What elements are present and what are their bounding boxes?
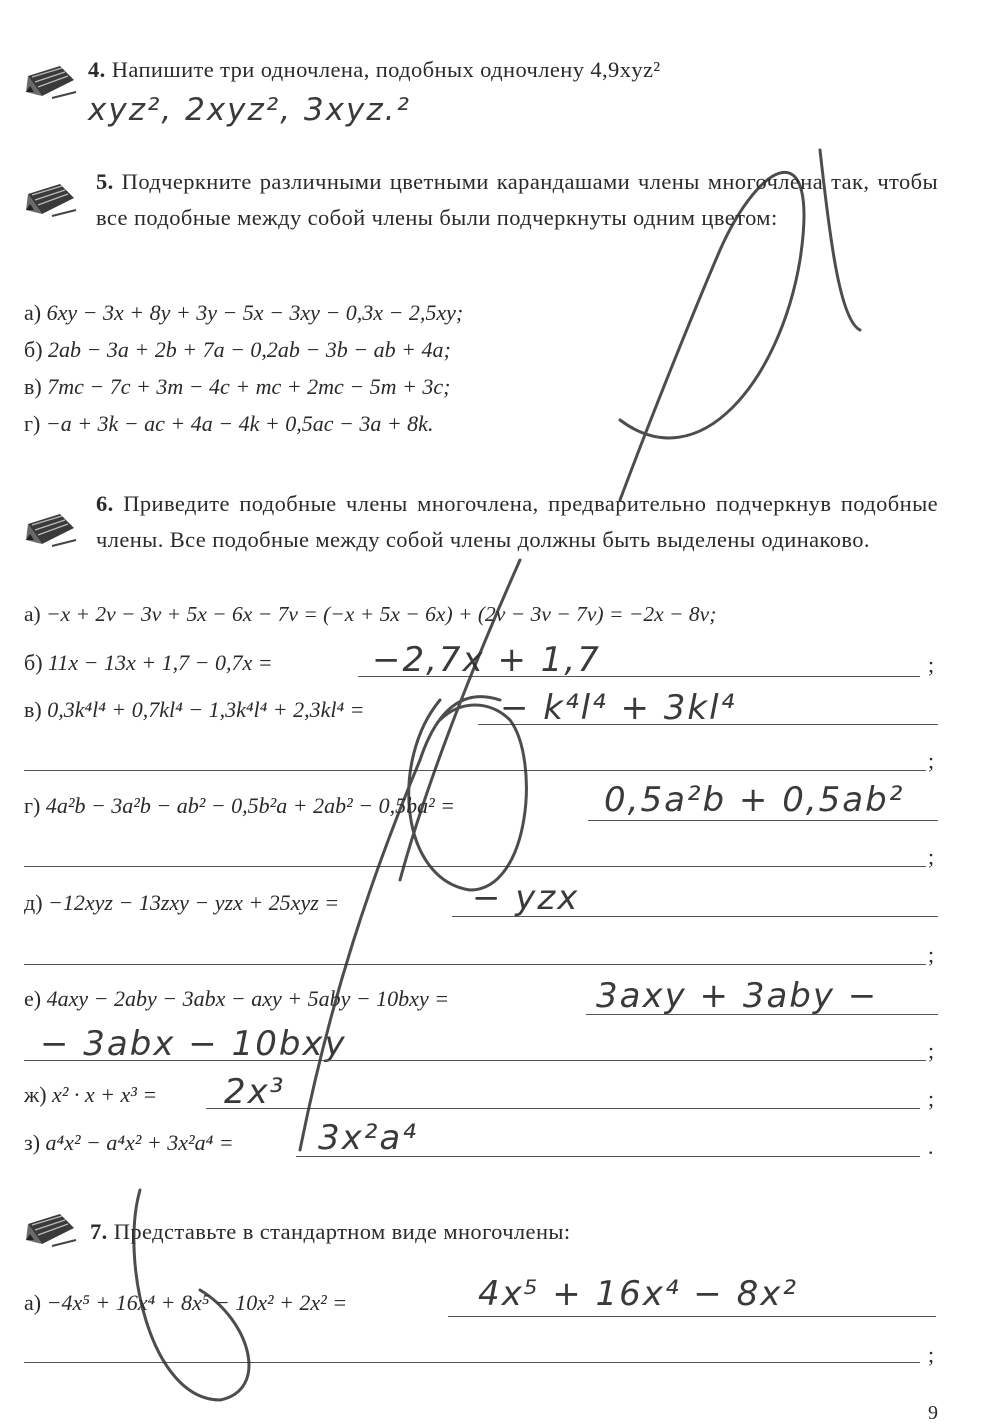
task5-item-b xyxy=(24,337,451,363)
task6-statement: Приведите подобные члены многочлена, предварительно подчеркнув подобные члены. Все подобные между собой члены должны быть выделены одинаково. xyxy=(96,491,939,552)
item-expression: −12xyz − 13zxy − yzx + 25xyz = xyxy=(48,890,340,915)
task4-statement: Напишите три одночлена, подобных одночлену 4,9xyz² xyxy=(111,57,661,82)
task6-item-g xyxy=(24,1082,157,1108)
task5-item-a xyxy=(24,300,463,326)
task6-item-f xyxy=(24,986,449,1012)
task6-item-e xyxy=(24,890,339,916)
task5-item-d xyxy=(24,411,433,437)
punctuation: ; xyxy=(928,1038,935,1063)
answer-line xyxy=(586,1014,938,1015)
punctuation: ; xyxy=(928,652,935,677)
pencil-icon xyxy=(22,1210,80,1250)
task6-text xyxy=(96,486,938,558)
item-expression: 4axy − 2aby − 3abx − axy + 5aby − 10bxy = xyxy=(46,986,450,1011)
task7-answer-a: 4x⁵ + 16x⁴ − 8x² xyxy=(478,1274,798,1314)
answer-line xyxy=(24,1362,920,1363)
item-label: ж) xyxy=(24,1082,47,1107)
item-label: а) xyxy=(24,1290,42,1315)
answer-line xyxy=(448,1316,936,1317)
answer-line xyxy=(24,964,926,965)
punctuation: ; xyxy=(928,1342,935,1367)
item-expression: 4a²b − 3a²b − ab² − 0,5b²a + 2ab² − 0,5ba² = xyxy=(45,793,456,818)
item-label: а) xyxy=(24,602,41,626)
pencil-icon xyxy=(22,510,80,550)
item-label: з) xyxy=(24,1130,41,1155)
item-expression: 11x − 13x + 1,7 − 0,7x = xyxy=(48,650,273,675)
punctuation: ; xyxy=(928,844,935,869)
task7-statement: Представьте в стандартном виде многочлены: xyxy=(113,1219,571,1244)
task6-answer-f-continued: − 3abx − 10bxy xyxy=(40,1024,347,1064)
task6-item-a xyxy=(24,602,716,627)
item-expression: a⁴x² − a⁴x² + 3x²a⁴ = xyxy=(45,1130,234,1155)
answer-line xyxy=(24,1060,926,1061)
answer-line xyxy=(588,820,938,821)
item-label: д) xyxy=(24,890,43,915)
punctuation: ; xyxy=(928,942,935,967)
item-expression: 0,3k⁴l⁴ + 0,7kl⁴ − 1,3k⁴l⁴ + 2,3kl⁴ = xyxy=(47,697,365,722)
task6-item-c xyxy=(24,697,365,723)
item-label: б) xyxy=(24,650,43,675)
task4-number: 4. xyxy=(88,57,106,82)
pencil-icon xyxy=(22,62,80,102)
answer-line xyxy=(452,916,938,917)
punctuation: . xyxy=(928,1134,934,1159)
task6-number: 6. xyxy=(96,491,114,516)
item-expression: −4x⁵ + 16x⁴ + 8x⁵ − 10x² + 2x² = xyxy=(46,1290,348,1315)
item-label: в) xyxy=(24,374,42,399)
task7-number: 7. xyxy=(90,1219,108,1244)
task6-answer-c: − k⁴l⁴ + 3kl⁴ xyxy=(500,688,737,728)
task6-answer-f: 3axy + 3aby − xyxy=(596,976,879,1016)
item-label: е) xyxy=(24,986,42,1011)
item-expression: x² · x + x³ = xyxy=(52,1082,158,1107)
page-number: 9 xyxy=(928,1402,938,1424)
task7-text xyxy=(90,1214,932,1250)
task7-item-a xyxy=(24,1290,347,1316)
item-expression: 7mc − 7c + 3m − 4c + mc + 2mc − 5m + 3c; xyxy=(47,374,451,399)
answer-line xyxy=(24,866,926,867)
task6-item-h xyxy=(24,1130,234,1156)
task6-item-d xyxy=(24,793,455,819)
pencil-icon xyxy=(22,180,80,220)
task6-answer-h: 3x²a⁴ xyxy=(318,1118,418,1158)
answer-line xyxy=(24,770,926,771)
task5-text xyxy=(96,164,938,236)
task6-answer-e: − yzx xyxy=(472,878,580,918)
punctuation: ; xyxy=(928,748,935,773)
task5-statement: Подчеркните различными цветными карандашами члены многочлена так, чтобы все подобные между собой члены были подчеркнуты одним цветом: xyxy=(96,169,938,230)
answer-line xyxy=(478,724,938,725)
task4-answer: xyz², 2xyz², 3xyz.² xyxy=(88,92,411,128)
task6-item-b xyxy=(24,650,273,676)
item-label: а) xyxy=(24,300,42,325)
task4-text xyxy=(88,52,946,88)
task5-number: 5. xyxy=(96,169,114,194)
task6-answer-d: 0,5a²b + 0,5ab² xyxy=(604,780,905,820)
item-label: г) xyxy=(24,793,41,818)
answer-line xyxy=(296,1156,920,1157)
task6-answer-g: 2x³ xyxy=(224,1072,286,1112)
item-label: г) xyxy=(24,411,41,436)
task5-item-c xyxy=(24,374,451,400)
answer-line xyxy=(358,676,920,677)
task6-answer-b: −2,7x + 1,7 xyxy=(372,640,601,680)
item-expression: 6xy − 3x + 8y + 3y − 5x − 3xy − 0,3x − 2,5xy; xyxy=(46,300,464,325)
punctuation: ; xyxy=(928,1086,935,1111)
item-label: б) xyxy=(24,337,43,362)
item-label: в) xyxy=(24,697,42,722)
item-expression: −a + 3k − ac + 4a − 4k + 0,5ac − 3a + 8k. xyxy=(45,411,434,436)
answer-line xyxy=(206,1108,920,1109)
item-expression: −x + 2v − 3v + 5x − 6x − 7v = (−x + 5x − 6x) + (2v − 3v − 7v) = −2x − 8v; xyxy=(46,602,717,626)
item-expression: 2ab − 3a + 2b + 7a − 0,2ab − 3b − ab + 4a; xyxy=(48,337,451,362)
